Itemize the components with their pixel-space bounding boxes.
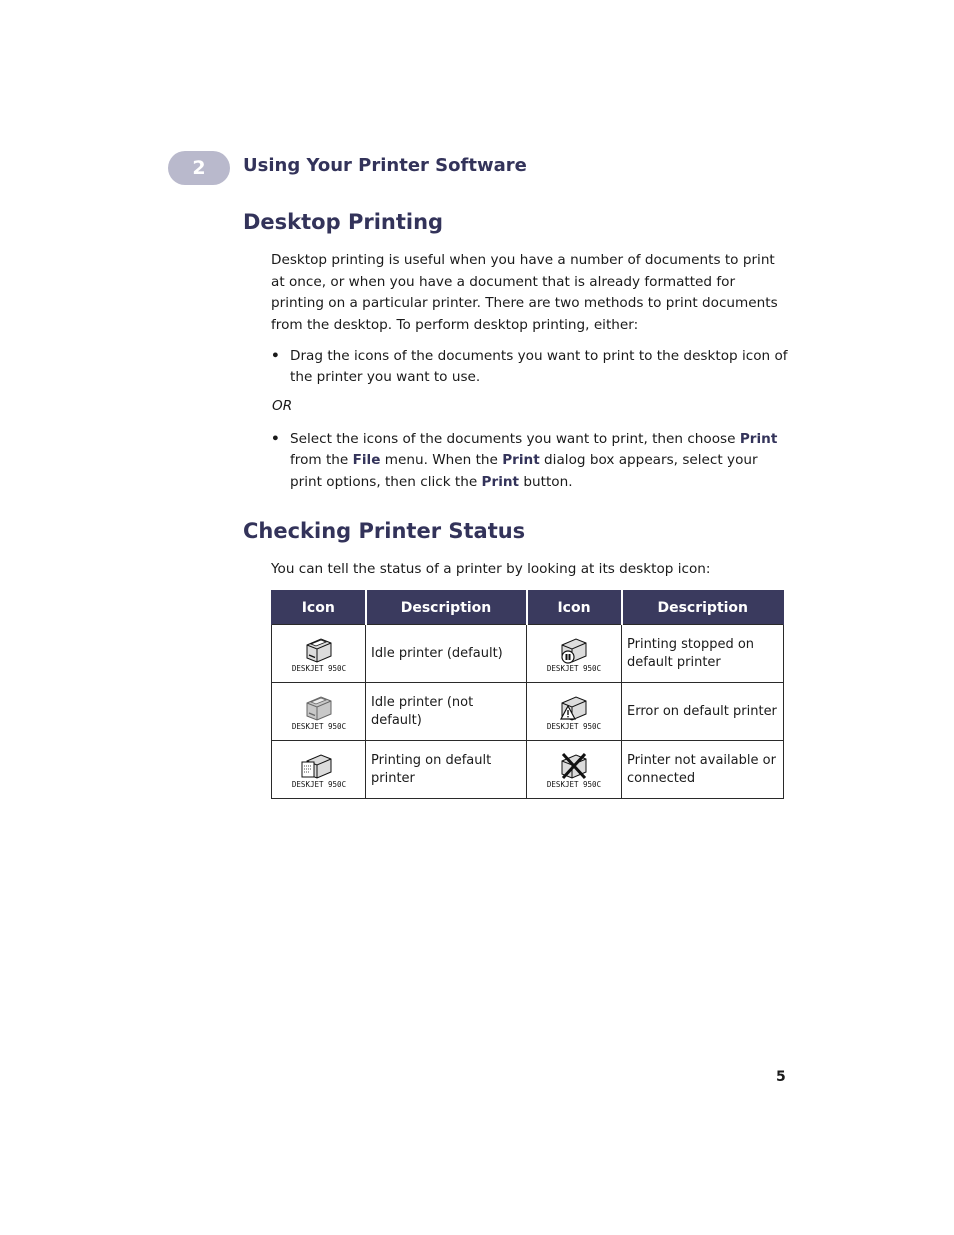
status-description: Idle printer (default) [366, 625, 527, 683]
svg-text:DESKJET 950C: DESKJET 950C [546, 779, 602, 789]
printing-printer-icon [283, 750, 355, 790]
icon-cell [272, 625, 366, 683]
printer-status-table [271, 590, 784, 799]
bullet-marker: • [271, 431, 280, 447]
desktop-printing-intro: Desktop printing is useful when you have a number of documents to print at once, or when you have a document that is already formatted for printing on a particular printer. There are two methods to print documents from the desktop. To perform desktop printing, either: [271, 252, 778, 333]
printer-status-intro: You can tell the status of a printer by looking at its desktop icon: [271, 561, 711, 577]
svg-text:DESKJET 950C: DESKJET 950C [546, 721, 602, 731]
status-description: Printing on default printer [366, 741, 527, 799]
text-segment: Select the icons of the documents you want to print, then choose [290, 431, 740, 447]
print-command-ref: Print [739, 431, 778, 447]
icon-cell [272, 683, 366, 741]
error-printer-icon [538, 692, 610, 732]
table-row [272, 625, 784, 683]
bullet-select-icons [271, 429, 791, 493]
column-header-icon: Icon [272, 591, 366, 625]
idle-default-printer-icon [283, 634, 355, 674]
chapter-header [168, 150, 527, 186]
or-separator: OR [272, 398, 293, 414]
status-description: Error on default printer [622, 683, 784, 741]
svg-text:DESKJET 950C: DESKJET 950C [291, 779, 346, 789]
print-dialog-ref: Print [502, 452, 540, 469]
file-menu-ref: File [352, 452, 381, 469]
text-segment: dialog box appears, select your print options, then click the [290, 452, 758, 490]
status-description: Idle printer (not default) [366, 683, 527, 741]
svg-text:DESKJET 950C: DESKJET 950C [291, 663, 346, 673]
print-button-ref: Print [481, 473, 520, 490]
text-segment: menu. When the [380, 452, 503, 469]
idle-printer-icon [283, 692, 355, 732]
svg-text:DESKJET 950C: DESKJET 950C [546, 663, 602, 673]
svg-text:DESKJET 950C: DESKJET 950C [291, 721, 346, 731]
unavailable-printer-icon [538, 750, 610, 790]
status-description: Printing stopped on default printer [622, 625, 784, 683]
icon-cell [527, 741, 622, 799]
chapter-number-badge: 2 [168, 151, 230, 185]
table-header-row [272, 591, 784, 625]
text-segment: from the [290, 452, 353, 469]
desktop-printing-heading: Desktop Printing [243, 210, 444, 234]
printer-status-heading: Checking Printer Status [243, 519, 526, 543]
column-header-description: Description [622, 591, 784, 625]
column-header-description: Description [366, 591, 527, 625]
table-row [272, 741, 784, 799]
table-row [272, 683, 784, 741]
bullet-marker: • [271, 348, 280, 364]
bullet-drag-icons [271, 346, 791, 389]
bullet-text [290, 429, 791, 493]
icon-cell [272, 741, 366, 799]
stopped-printer-icon [538, 634, 610, 674]
chapter-title: Using Your Printer Software [243, 155, 527, 176]
bullet-text: Drag the icons of the documents you want to print to the desktop icon of the printer you want to use. [290, 348, 788, 386]
icon-cell [527, 625, 622, 683]
column-header-icon: Icon [527, 591, 622, 625]
status-description: Printer not available or connected [622, 741, 784, 799]
icon-cell [527, 683, 622, 741]
text-segment: button. [519, 473, 573, 490]
page-number: 5 [776, 1069, 786, 1085]
